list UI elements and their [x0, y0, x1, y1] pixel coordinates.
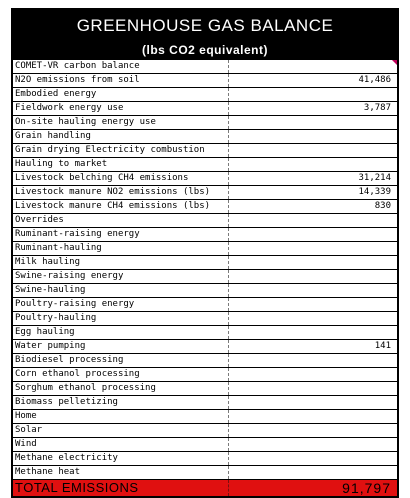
row-value[interactable]	[229, 452, 397, 465]
sheet-title: GREENHOUSE GAS BALANCE	[76, 16, 334, 35]
table-row[interactable]	[13, 340, 397, 354]
row-value[interactable]	[229, 158, 397, 171]
table-row[interactable]	[13, 354, 397, 368]
row-label: Home	[13, 410, 229, 423]
total-label: TOTAL EMISSIONS	[13, 480, 229, 496]
row-label: Water pumping	[13, 340, 229, 353]
row-label: Biodiesel processing	[13, 354, 229, 367]
row-label: On-site hauling energy use	[13, 116, 229, 129]
table-row[interactable]	[13, 200, 397, 214]
total-row[interactable]	[13, 480, 397, 496]
ghg-balance-sheet	[11, 8, 399, 498]
table-row[interactable]	[13, 158, 397, 172]
row-value[interactable]	[229, 256, 397, 269]
row-label: Methane electricity	[13, 452, 229, 465]
row-value[interactable]: 3,787	[363, 103, 391, 113]
table-row[interactable]	[13, 144, 397, 158]
row-value[interactable]	[229, 312, 397, 325]
row-value[interactable]	[229, 284, 397, 297]
row-label: Livestock manure CH4 emissions (lbs)	[13, 200, 229, 213]
table-row[interactable]	[13, 438, 397, 452]
comment-indicator-icon[interactable]	[392, 60, 397, 65]
row-value[interactable]	[229, 130, 397, 143]
row-value[interactable]	[229, 368, 397, 381]
row-label: COMET-VR carbon balance	[13, 60, 229, 73]
table-row[interactable]	[13, 74, 397, 88]
row-label: Wind	[13, 438, 229, 451]
row-value[interactable]	[229, 382, 397, 395]
table-row[interactable]	[13, 116, 397, 130]
row-label: Solar	[13, 424, 229, 437]
row-value[interactable]	[229, 214, 397, 227]
table-row[interactable]	[13, 368, 397, 382]
row-value[interactable]: 14,339	[358, 187, 391, 197]
table-row[interactable]	[13, 452, 397, 466]
row-value[interactable]: 830	[374, 201, 391, 211]
emissions-table	[13, 60, 397, 480]
row-label: Sorghum ethanol processing	[13, 382, 229, 395]
table-row[interactable]	[13, 326, 397, 340]
table-row[interactable]	[13, 396, 397, 410]
row-label: Fieldwork energy use	[13, 102, 229, 115]
table-row[interactable]	[13, 410, 397, 424]
row-label: Ruminant-raising energy	[13, 228, 229, 241]
table-row[interactable]	[13, 298, 397, 312]
row-value[interactable]: 41,486	[358, 75, 391, 85]
row-label: Embodied energy	[13, 88, 229, 101]
sheet-subtitle: (lbs CO2 equivalent)	[141, 43, 269, 57]
row-label: Milk hauling	[13, 256, 229, 269]
row-label: Swine-hauling	[13, 284, 229, 297]
table-row[interactable]	[13, 214, 397, 228]
row-value[interactable]	[229, 424, 397, 437]
sheet-header	[13, 10, 397, 60]
row-label: Grain drying Electricity combustion	[13, 144, 229, 157]
table-row[interactable]	[13, 186, 397, 200]
row-value[interactable]: 141	[374, 341, 391, 351]
row-value[interactable]	[229, 466, 397, 479]
row-value[interactable]: 31,214	[358, 173, 391, 183]
row-label: Poultry-raising energy	[13, 298, 229, 311]
row-value[interactable]	[229, 242, 397, 255]
row-label: Biomass pelletizing	[13, 396, 229, 409]
row-label: Livestock belching CH4 emissions	[13, 172, 229, 185]
row-label: Hauling to market	[13, 158, 229, 171]
row-value[interactable]	[229, 438, 397, 451]
row-label: Livestock manure NO2 emissions (lbs)	[13, 186, 229, 199]
table-row[interactable]	[13, 172, 397, 186]
row-value[interactable]	[229, 228, 397, 241]
row-value[interactable]	[229, 270, 397, 283]
row-label: Swine-raising energy	[13, 270, 229, 283]
row-value[interactable]	[229, 410, 397, 423]
row-value[interactable]	[229, 326, 397, 339]
row-label: Poultry-hauling	[13, 312, 229, 325]
table-row[interactable]	[13, 88, 397, 102]
table-row[interactable]	[13, 130, 397, 144]
row-label: Grain handling	[13, 130, 229, 143]
row-label: N2O emissions from soil	[13, 74, 229, 87]
row-value[interactable]	[229, 144, 397, 157]
row-value[interactable]	[229, 354, 397, 367]
row-value[interactable]	[229, 88, 397, 101]
row-value[interactable]	[229, 298, 397, 311]
table-row[interactable]	[13, 284, 397, 298]
table-row[interactable]	[13, 102, 397, 116]
table-row[interactable]	[13, 466, 397, 480]
total-value[interactable]: 91,797	[342, 480, 391, 496]
table-row[interactable]	[13, 242, 397, 256]
table-row[interactable]	[13, 60, 397, 74]
table-row[interactable]	[13, 270, 397, 284]
table-row[interactable]	[13, 228, 397, 242]
row-label: Corn ethanol processing	[13, 368, 229, 381]
row-value[interactable]	[229, 116, 397, 129]
table-row[interactable]	[13, 312, 397, 326]
table-row[interactable]	[13, 256, 397, 270]
table-row[interactable]	[13, 382, 397, 396]
row-value[interactable]	[229, 396, 397, 409]
row-value[interactable]	[229, 60, 397, 73]
row-label: Ruminant-hauling	[13, 242, 229, 255]
row-label: Overrides	[13, 214, 229, 227]
row-label: Methane heat	[13, 466, 229, 479]
row-label: Egg hauling	[13, 326, 229, 339]
table-row[interactable]	[13, 424, 397, 438]
